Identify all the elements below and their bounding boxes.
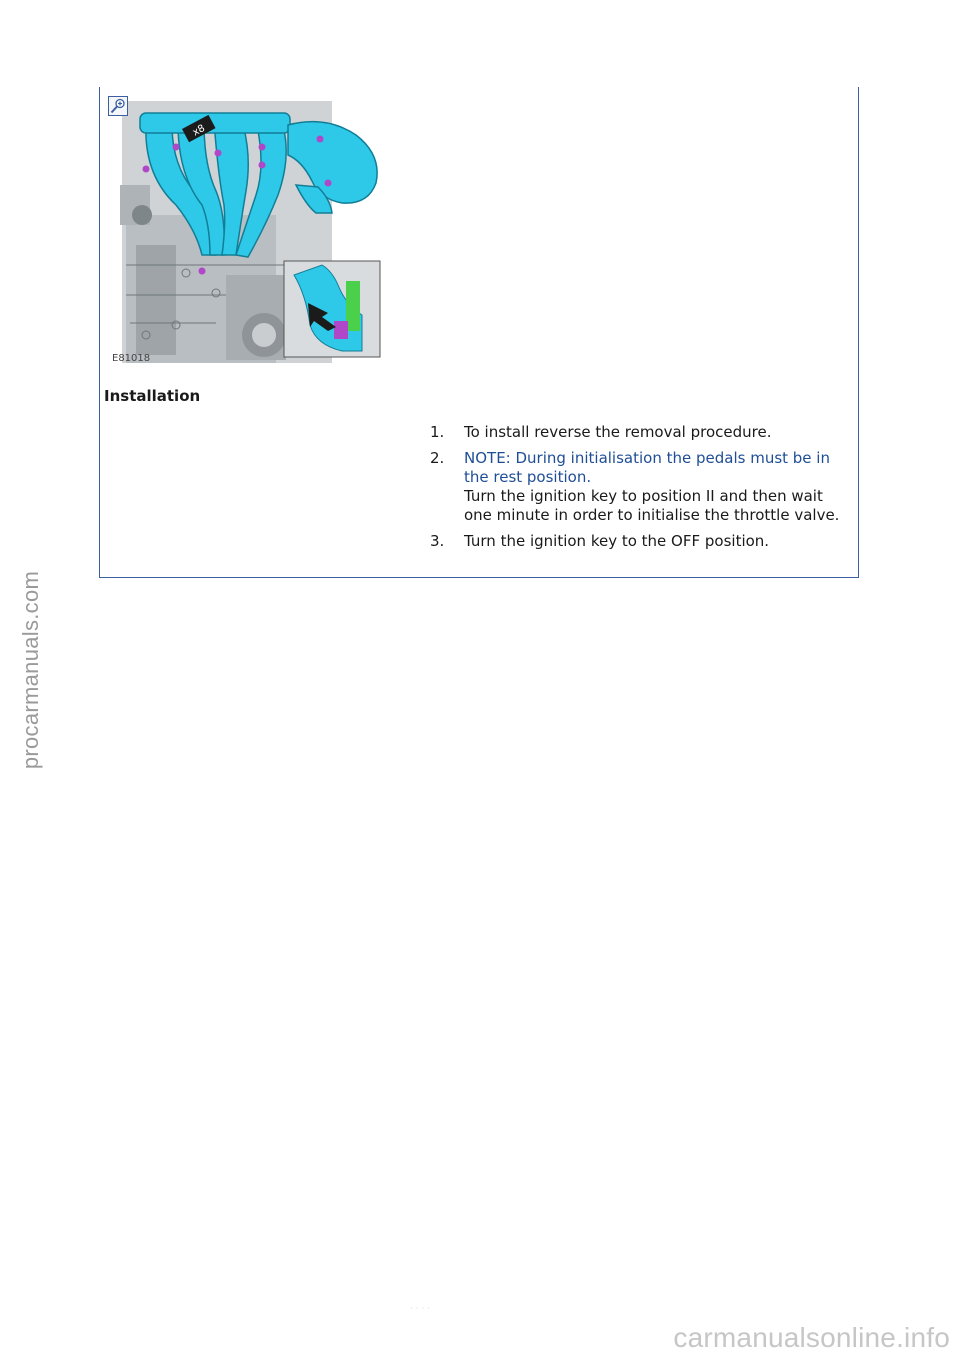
side-watermark	[16, 560, 46, 780]
step-text: Turn the ignition key to the OFF position.	[464, 532, 770, 550]
faint-footer: · · · ·	[410, 1304, 431, 1314]
intake-manifold-figure[interactable]	[106, 95, 392, 365]
zoom-in-icon[interactable]	[108, 96, 128, 116]
installation-steps	[430, 423, 850, 558]
step-item	[430, 423, 850, 442]
installation-heading: Installation	[104, 387, 201, 405]
step-text: Turn the ignition key to position II and then wait one minute in order to initialise the throttle valve.	[464, 487, 840, 524]
step-number: 2.	[430, 449, 445, 467]
step-note: NOTE: During initialisation the pedals must be in the rest position.	[464, 449, 830, 486]
callout-label: x8	[190, 123, 207, 139]
step-item	[430, 532, 850, 551]
step-text: To install reverse the removal procedure.	[464, 423, 772, 441]
procedure-panel	[99, 87, 859, 578]
step-number: 1.	[430, 423, 445, 441]
bottom-watermark: carmanualsonline.info	[673, 1322, 950, 1353]
step-number: 3.	[430, 532, 445, 550]
step-item	[430, 449, 850, 525]
figure-code: E81018	[112, 353, 151, 364]
manifold-illustration	[106, 95, 392, 365]
side-watermark-text: procarmanuals.com	[18, 570, 44, 770]
